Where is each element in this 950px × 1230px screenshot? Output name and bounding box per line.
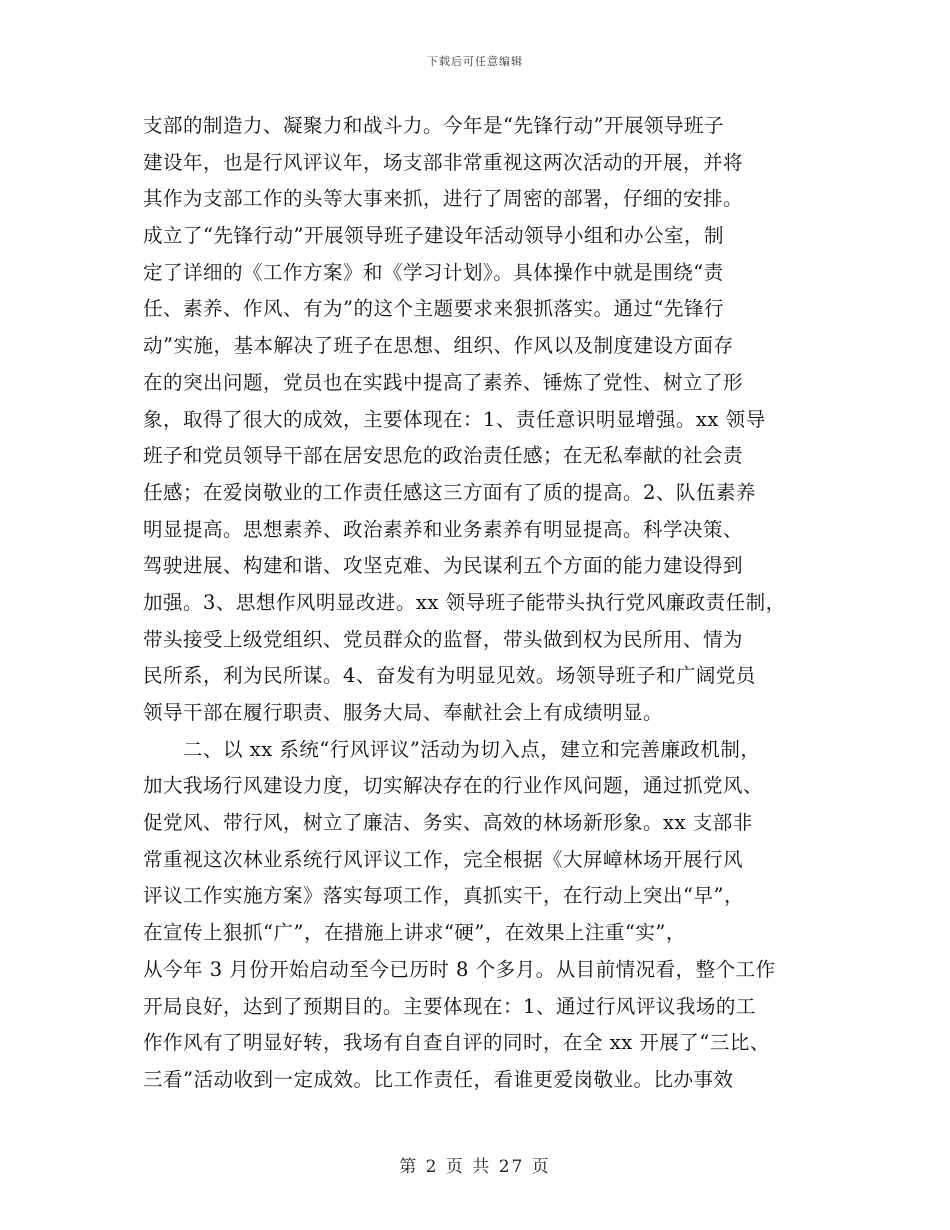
text-line: 加强。3、思想作风明显改进。xx 领导班子能带头执行党风廉政责任制，	[143, 590, 786, 614]
text-line: 任、素养、作风、有为”的这个主题要求来狠抓落实。通过“先锋行	[143, 297, 724, 321]
text-line: 常重视这次林业系统行风评议工作，完全根据《大屏嶂林场开展行风	[143, 847, 744, 871]
text-line: 三看”活动收到一定成效。比工作责任，看谁更爱岗敬业。比办事效	[143, 1067, 734, 1091]
text-line: 明显提高。思想素养、政治素养和业务素养有明显提高。科学决策、	[143, 517, 744, 541]
text-line: 带头接受上级党组织、党员群众的监督，带头做到权为民所用、情为	[143, 627, 744, 651]
text-line: 在的突出问题，党员也在实践中提高了素养、锤炼了党性、树立了形	[143, 370, 744, 394]
text-line: 领导干部在履行职责、服务大局、奉献社会上有成绩明显。	[143, 701, 664, 724]
text-line: 成立了“先锋行动”开展领导班子建设年活动领导小组和办公室，制	[143, 224, 724, 248]
text-line: 象，取得了很大的成效，主要体现在：1、责任意识明显增强。xx 领导	[143, 407, 766, 431]
text-line: 在宣传上狠抓“广”，在措施上讲求“硬”，在效果上注重“实”，	[143, 921, 686, 945]
text-line: 加大我场行风建设力度，切实解决存在的行业作风问题，通过抓党风、	[143, 774, 764, 798]
page-number: 第 2 页 共 27 页	[399, 1157, 551, 1177]
text-line: 其作为支部工作的头等大事来抓，进行了周密的部署，仔细的安排。	[143, 187, 744, 211]
document-body	[143, 108, 823, 1099]
text-line: 作作风有了明显好转，我场有自查自评的同时，在全 xx 开展了“三比、	[143, 1031, 770, 1055]
text-line: 驾驶进展、构建和谐、攻坚克难、为民谋利五个方面的能力建设得到	[143, 554, 744, 578]
text-line: 促党风、带行风，树立了廉洁、务实、高效的林场新形象。xx 支部非	[143, 811, 753, 835]
text-line: 民所系，利为民所谋。4、奋发有为明显见效。场领导班子和广阔党员	[143, 664, 756, 688]
text-line: 评议工作实施方案》落实每项工作，真抓实干，在行动上突出“早”，	[143, 884, 744, 908]
paragraph-start-line: 二、以 xx 系统“行风评议”活动为切入点，建立和完善廉政机制，	[143, 737, 761, 761]
text-line: 从今年 3 月份开始启动至今已历时 8 个多月。从目前情况看，整个工作	[143, 957, 776, 981]
text-line: 建设年，也是行风评议年，场支部非常重视这两次活动的开展，并将	[143, 150, 744, 174]
text-line: 动”实施，基本解决了班子在思想、组织、作风以及制度建设方面存	[143, 334, 734, 358]
text-line: 任感；在爱岗敬业的工作责任感这三方面有了质的提高。2、队伍素养	[143, 480, 756, 504]
text-line: 定了详细的《工作方案》和《学习计划》。具体操作中就是围绕“责	[143, 260, 724, 284]
page-header: 下载后可任意编辑	[427, 55, 523, 68]
text-line: 支部的制造力、凝聚力和战斗力。今年是“先锋行动”开展领导班子	[143, 114, 724, 137]
text-line: 班子和党员领导干部在居安思危的政治责任感；在无私奉献的社会责	[143, 444, 744, 468]
text-line: 开局良好，达到了预期目的。主要体现在：1、通过行风评议我场的工	[143, 994, 756, 1018]
